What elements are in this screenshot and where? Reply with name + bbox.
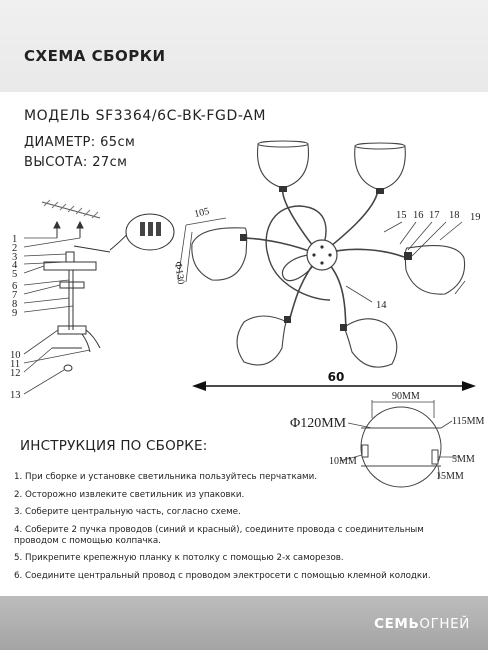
header-band bbox=[0, 0, 488, 92]
shade-diameter-label: Ф130 bbox=[172, 260, 187, 286]
callout-17: 17 bbox=[429, 210, 440, 221]
instructions-list bbox=[14, 472, 484, 588]
canopy-right-offset-a: 5MM bbox=[452, 454, 475, 465]
callout-1: 1 bbox=[12, 234, 18, 245]
overall-width-label: 60 bbox=[327, 370, 345, 384]
chandelier-hub bbox=[307, 240, 337, 270]
instruction-item: 5. Прикрепите крепежную планку к потолку с помощью 2-х саморезов. bbox=[14, 553, 344, 563]
ceiling-hatch bbox=[42, 200, 100, 218]
canopy-assembly bbox=[44, 220, 140, 371]
canopy-inner-label: 90MM bbox=[392, 391, 420, 402]
callout-5: 5 bbox=[12, 269, 18, 280]
callout-10: 10 bbox=[10, 350, 21, 361]
callout-18: 18 bbox=[449, 210, 460, 221]
callout-12: 12 bbox=[10, 368, 21, 379]
overall-width-dimension bbox=[192, 370, 476, 391]
canopy-height-label: 115MM bbox=[452, 416, 485, 427]
callout-2: 2 bbox=[12, 243, 18, 254]
instructions-title: ИНСТРУКЦИЯ ПО СБОРКЕ: bbox=[20, 438, 208, 454]
shade-width-label: 105 bbox=[193, 206, 211, 220]
mounting-screws bbox=[54, 222, 83, 238]
brand-light: ОГНЕЙ bbox=[419, 616, 470, 632]
instruction-item: 4. Соберите 2 пучка проводов (синий и красный), соедините провода с соединительным проводом с помощью колпачка. bbox=[14, 524, 424, 546]
canopy-right-offset-b: 15MM bbox=[436, 471, 464, 482]
callout-6: 6 bbox=[12, 281, 18, 292]
callout-14: 14 bbox=[376, 300, 387, 311]
instruction-item: 2. Осторожно извлеките светильник из упаковки. bbox=[14, 489, 245, 500]
callout-4: 4 bbox=[12, 260, 18, 271]
callout-16: 16 bbox=[413, 210, 424, 221]
instruction-item: 6. Соедините центральный провод с проводом электросети с помощью клемной колодки. bbox=[14, 570, 431, 581]
callout-8: 8 bbox=[12, 299, 18, 310]
callout-19: 19 bbox=[470, 212, 481, 223]
height-spec: ВЫСОТА: 27см bbox=[24, 155, 128, 170]
canopy-diameter-label: Φ120MM bbox=[290, 416, 347, 431]
callout-15: 15 bbox=[396, 210, 407, 221]
callout-7: 7 bbox=[12, 290, 18, 301]
page-title: СХЕМА СБОРКИ bbox=[24, 47, 166, 65]
wire-connector-detail bbox=[126, 214, 174, 250]
callout-11: 11 bbox=[10, 359, 21, 370]
callout-13: 13 bbox=[10, 390, 21, 401]
brand-logo bbox=[374, 616, 470, 632]
assembly-callout-leaders bbox=[24, 238, 90, 394]
callout-3: 3 bbox=[12, 252, 18, 263]
instruction-item: 3. Соберите центральную часть, согласно схеме. bbox=[14, 507, 241, 517]
callout-9: 9 bbox=[12, 308, 18, 319]
brand-bold: СЕМЬ bbox=[374, 616, 420, 632]
canopy-left-offset: 10MM bbox=[329, 456, 357, 467]
assembly-diagram bbox=[0, 95, 488, 490]
assembly-callout-labels bbox=[10, 234, 21, 401]
diameter-spec: ДИАМЕТР: 65см bbox=[24, 135, 136, 150]
model-number: МОДЕЛЬ SF3364/6C-BK-FGD-AM bbox=[24, 108, 267, 124]
instruction-item: 1. При сборке и установке светильника пользуйтесь перчатками. bbox=[14, 472, 318, 482]
